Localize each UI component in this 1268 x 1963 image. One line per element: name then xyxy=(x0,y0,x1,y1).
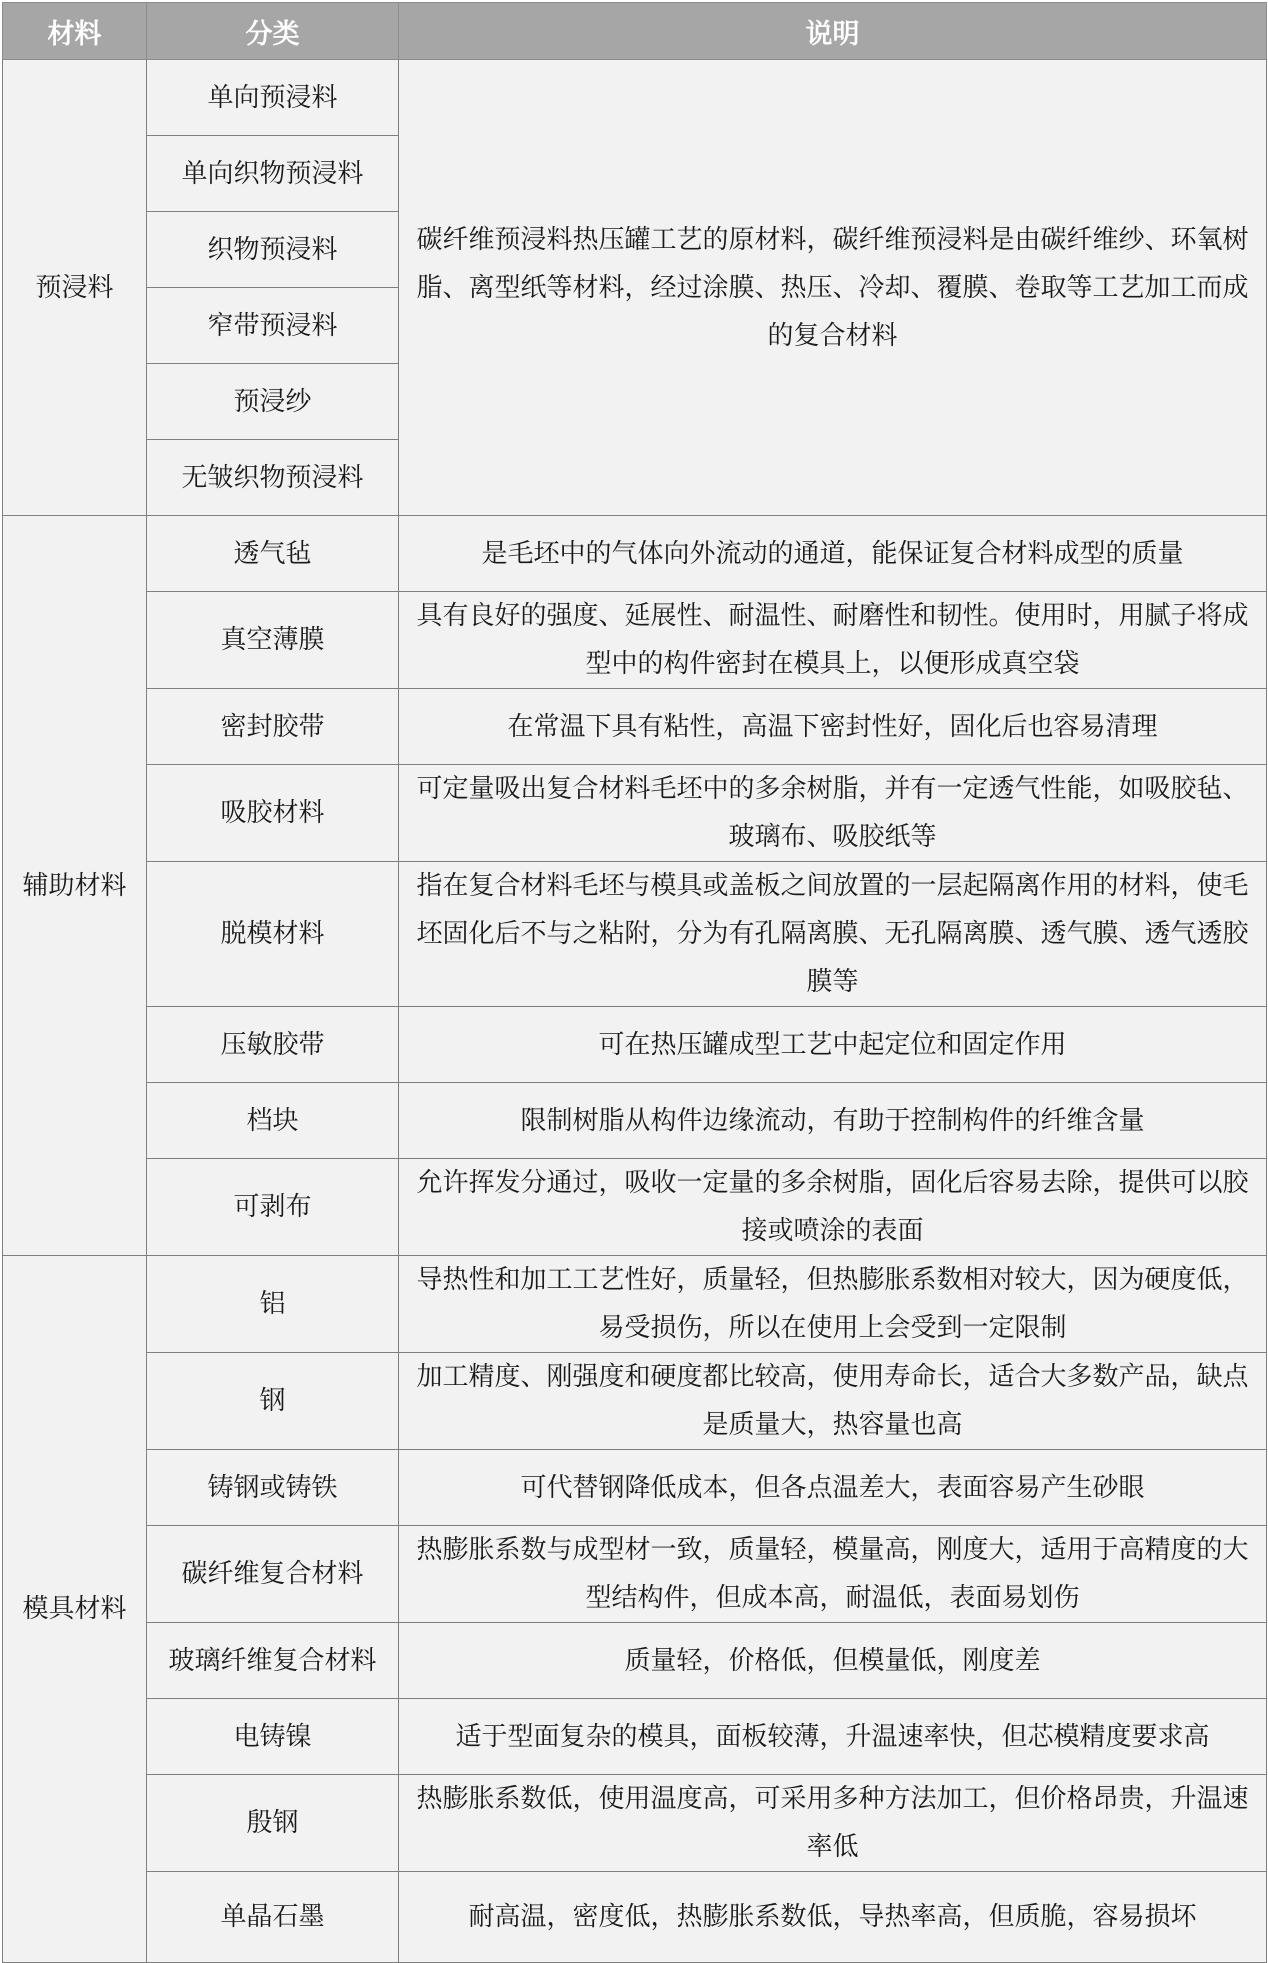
table-row xyxy=(3,862,1267,1007)
category-cell: 档块 xyxy=(147,1083,399,1159)
description-cell: 碳纤维预浸料热压罐工艺的原材料，碳纤维预浸料是由碳纤维纱、环氧树脂、离型纸等材料，经过涂膜、热压、冷却、覆膜、卷取等工艺加工而成的复合材料 xyxy=(399,60,1267,516)
description-cell: 允许挥发分通过，吸收一定量的多余树脂，固化后容易去除，提供可以胶接或喷涂的表面 xyxy=(399,1159,1267,1256)
category-cell: 压敏胶带 xyxy=(147,1007,399,1083)
description-cell: 可代替钢降低成本，但各点温差大，表面容易产生砂眼 xyxy=(399,1450,1267,1526)
category-cell: 织物预浸料 xyxy=(147,212,399,288)
group-mold: 模具材料 xyxy=(3,1256,147,1963)
description-cell: 具有良好的强度、延展性、耐温性、耐磨性和韧性。使用时，用腻子将成型中的构件密封在模具上，以便形成真空袋 xyxy=(399,592,1267,689)
table-row xyxy=(3,1526,1267,1623)
materials-table xyxy=(2,2,1267,1963)
category-cell: 铝 xyxy=(147,1256,399,1353)
table-row xyxy=(3,1353,1267,1450)
category-cell: 单向织物预浸料 xyxy=(147,136,399,212)
table-row xyxy=(3,765,1267,862)
description-cell: 耐高温，密度低，热膨胀系数低，导热率高，但质脆，容易损坏 xyxy=(399,1872,1267,1963)
table-row xyxy=(3,1159,1267,1256)
table-row xyxy=(3,1256,1267,1353)
category-cell: 预浸纱 xyxy=(147,364,399,440)
table-row xyxy=(3,1623,1267,1699)
header-row xyxy=(3,3,1267,60)
description-cell: 可在热压罐成型工艺中起定位和固定作用 xyxy=(399,1007,1267,1083)
category-cell: 碳纤维复合材料 xyxy=(147,1526,399,1623)
category-cell: 可剥布 xyxy=(147,1159,399,1256)
description-cell: 热膨胀系数低，使用温度高，可采用多种方法加工，但价格昂贵，升温速率低 xyxy=(399,1775,1267,1872)
description-cell: 适于型面复杂的模具，面板较薄，升温速率快，但芯模精度要求高 xyxy=(399,1699,1267,1775)
header-category: 分类 xyxy=(147,3,399,60)
description-cell: 可定量吸出复合材料毛坯中的多余树脂，并有一定透气性能，如吸胶毡、玻璃布、吸胶纸等 xyxy=(399,765,1267,862)
category-cell: 玻璃纤维复合材料 xyxy=(147,1623,399,1699)
table-row xyxy=(3,1083,1267,1159)
category-cell: 单向预浸料 xyxy=(147,60,399,136)
table-row xyxy=(3,1450,1267,1526)
description-cell: 指在复合材料毛坯与模具或盖板之间放置的一层起隔离作用的材料，使毛坯固化后不与之粘附，分为有孔隔离膜、无孔隔离膜、透气膜、透气透胶膜等 xyxy=(399,862,1267,1007)
description-cell: 质量轻，价格低，但模量低，刚度差 xyxy=(399,1623,1267,1699)
table-row xyxy=(3,689,1267,765)
table-row xyxy=(3,1699,1267,1775)
group-prepreg: 预浸料 xyxy=(3,60,147,516)
description-cell: 导热性和加工工艺性好，质量轻，但热膨胀系数相对较大，因为硬度低，易受损伤，所以在使用上会受到一定限制 xyxy=(399,1256,1267,1353)
table-row xyxy=(3,1007,1267,1083)
category-cell: 透气毡 xyxy=(147,516,399,592)
table-row xyxy=(3,60,1267,136)
category-cell: 铸钢或铸铁 xyxy=(147,1450,399,1526)
description-cell: 在常温下具有粘性，高温下密封性好，固化后也容易清理 xyxy=(399,689,1267,765)
description-cell: 加工精度、刚强度和硬度都比较高，使用寿命长，适合大多数产品，缺点是质量大，热容量也高 xyxy=(399,1353,1267,1450)
category-cell: 殷钢 xyxy=(147,1775,399,1872)
table-row xyxy=(3,516,1267,592)
header-material: 材料 xyxy=(3,3,147,60)
description-cell: 限制树脂从构件边缘流动，有助于控制构件的纤维含量 xyxy=(399,1083,1267,1159)
description-cell: 是毛坯中的气体向外流动的通道，能保证复合材料成型的质量 xyxy=(399,516,1267,592)
category-cell: 无皱织物预浸料 xyxy=(147,440,399,516)
category-cell: 密封胶带 xyxy=(147,689,399,765)
category-cell: 电铸镍 xyxy=(147,1699,399,1775)
header-description: 说明 xyxy=(399,3,1267,60)
table-row xyxy=(3,592,1267,689)
category-cell: 窄带预浸料 xyxy=(147,288,399,364)
table-row xyxy=(3,1775,1267,1872)
category-cell: 吸胶材料 xyxy=(147,765,399,862)
category-cell: 脱模材料 xyxy=(147,862,399,1007)
category-cell: 单晶石墨 xyxy=(147,1872,399,1963)
description-cell: 热膨胀系数与成型材一致，质量轻，模量高，刚度大，适用于高精度的大型结构件，但成本高，耐温低，表面易划伤 xyxy=(399,1526,1267,1623)
table-row xyxy=(3,1872,1267,1963)
category-cell: 钢 xyxy=(147,1353,399,1450)
group-auxiliary: 辅助材料 xyxy=(3,516,147,1256)
category-cell: 真空薄膜 xyxy=(147,592,399,689)
